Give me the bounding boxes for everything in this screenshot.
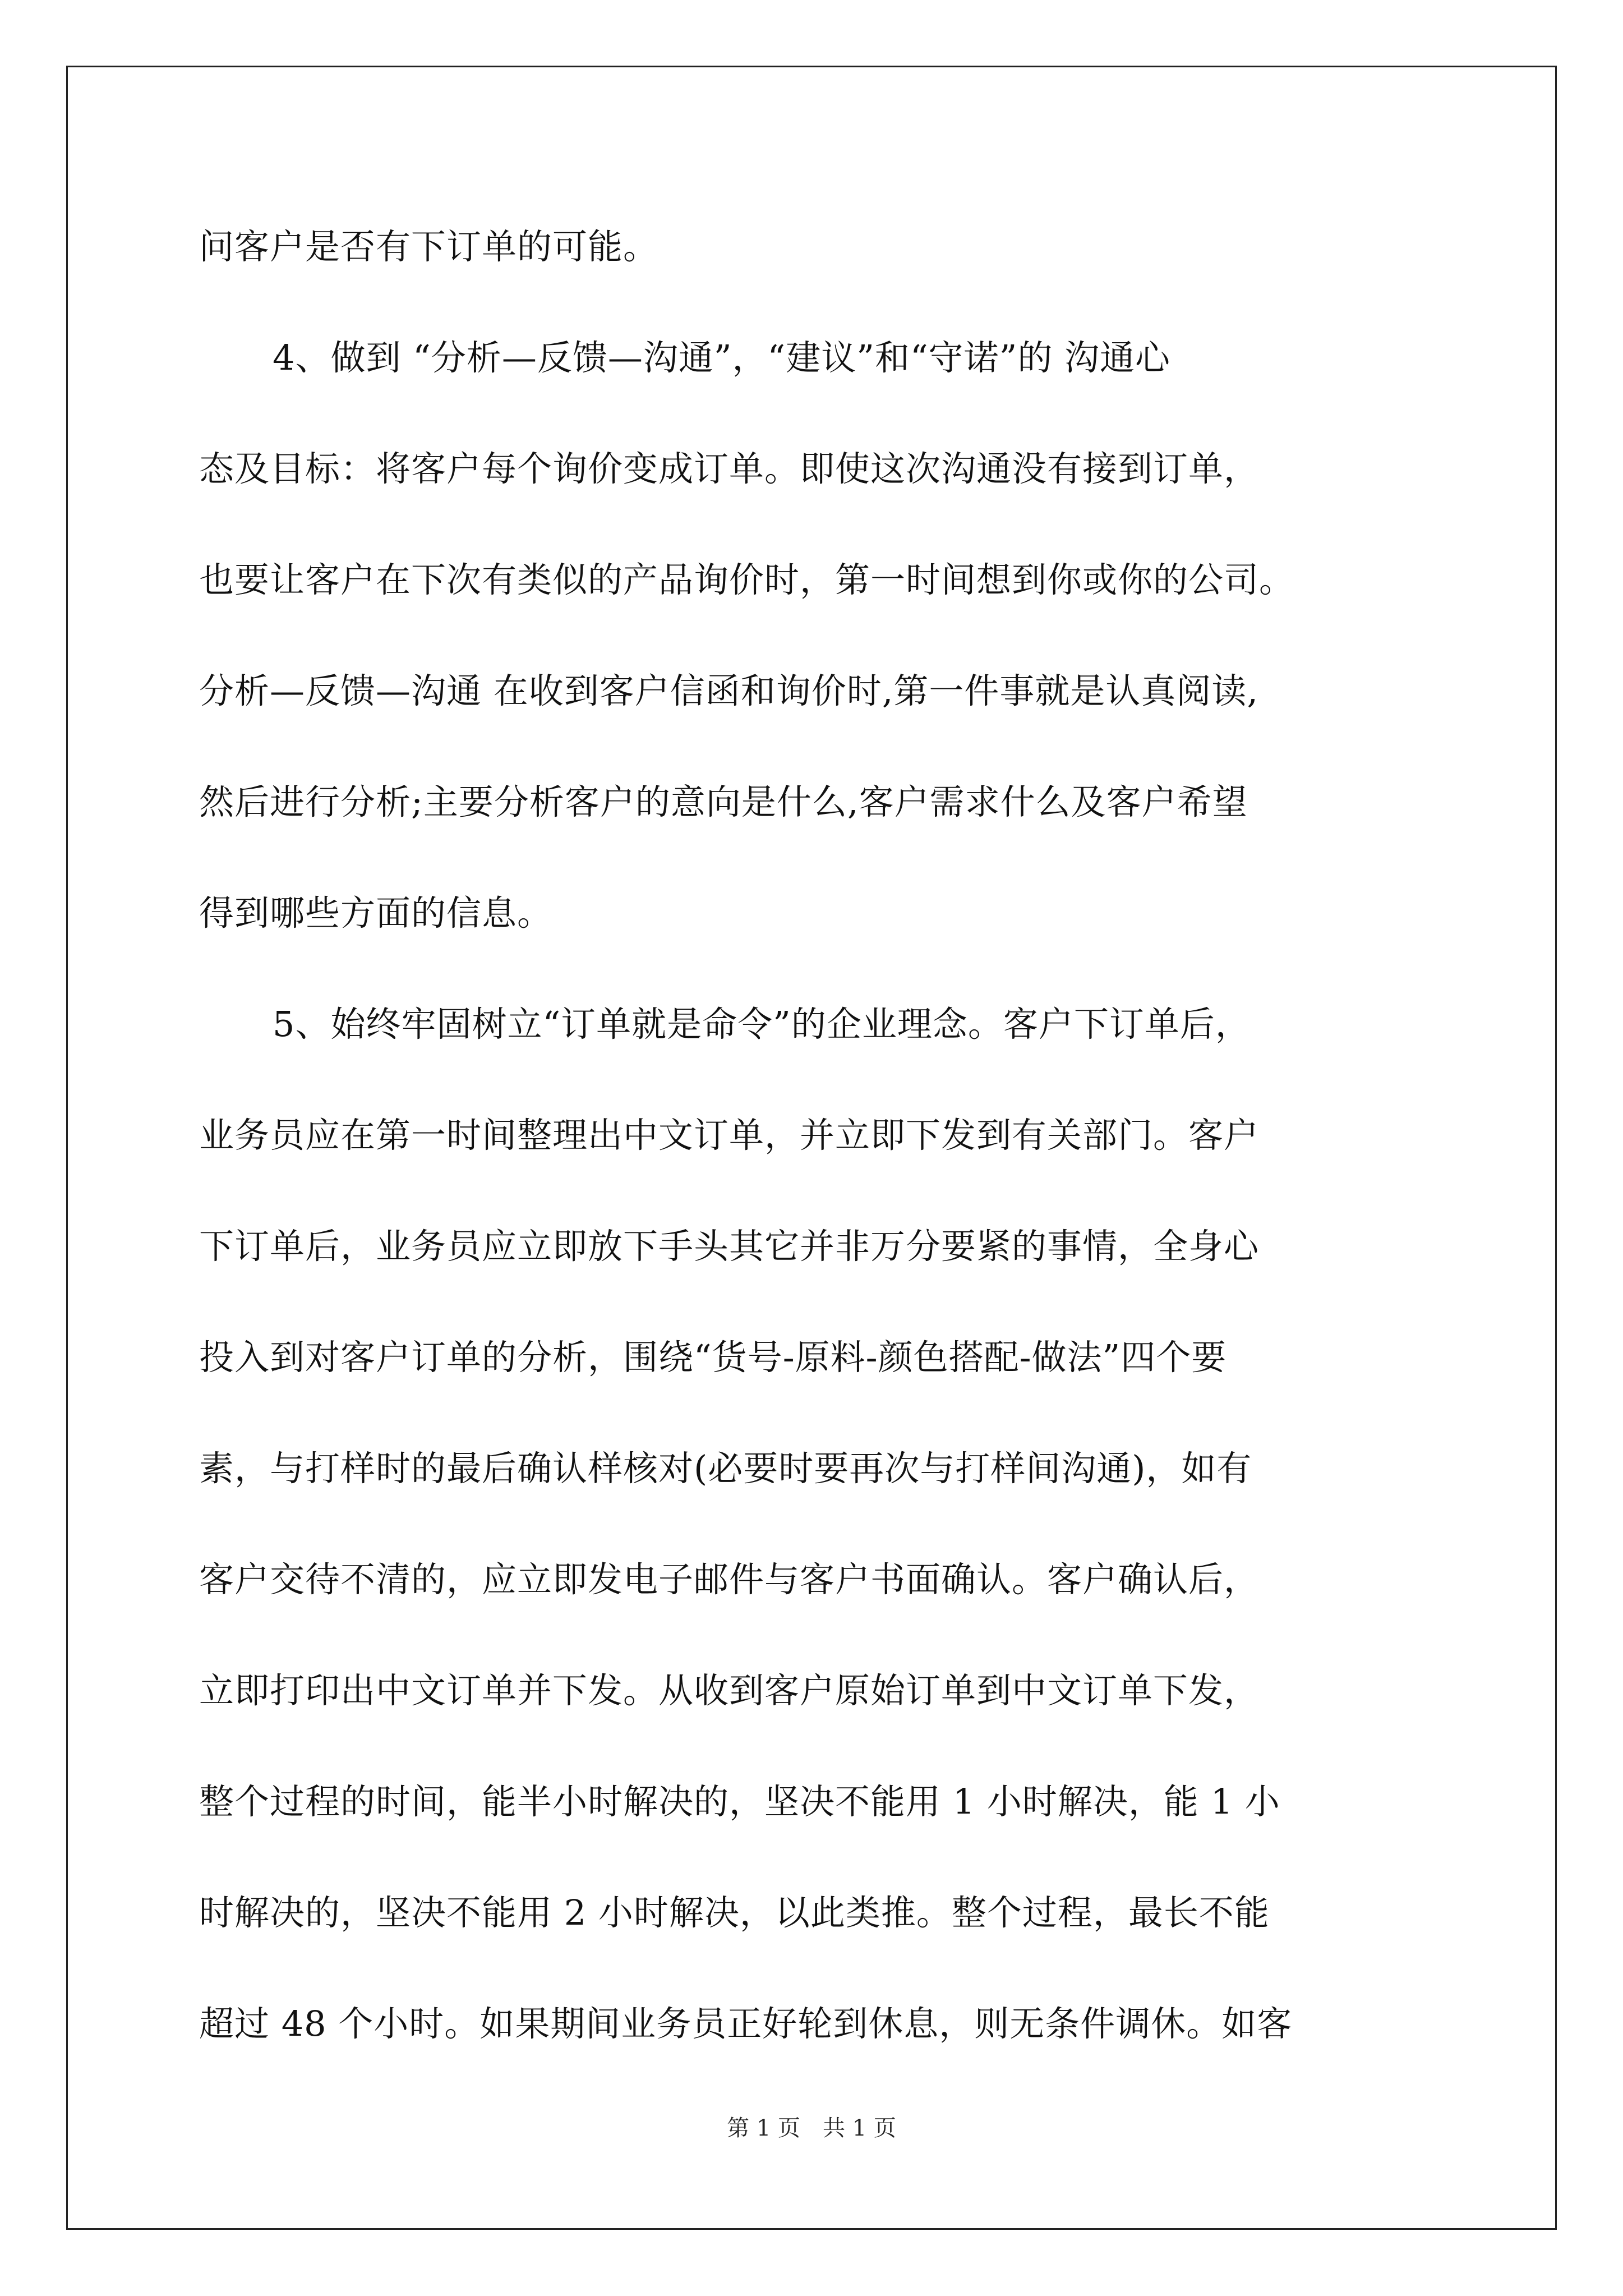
text-line: 整个过程的时间，能半小时解决的，坚决不能用 1 小时解决，能 1 小 — [199, 1781, 1280, 1822]
text-line: 得到哪些方面的信息。 — [199, 892, 553, 933]
text-line: 下订单后，业务员应立即放下手头其它并非万分要紧的事情，全身心 — [199, 1226, 1260, 1267]
text-line: 客户交待不清的，应立即发电子邮件与客户书面确认。客户确认后， — [199, 1559, 1260, 1600]
text-line: 立即打印出中文订单并下发。从收到客户原始订单到中文订单下发， — [199, 1670, 1260, 1711]
text-line: 时解决的，坚决不能用 2 小时解决，以此类推。整个过程，最长不能 — [199, 1892, 1270, 1933]
text-line: 超过 48 个小时。如果期间业务员正好轮到休息，则无条件调休。如客 — [199, 2003, 1293, 2044]
text-line: 态及目标：将客户每个询价变成订单。即使这次沟通没有接到订单， — [199, 448, 1260, 489]
text-line: 投入到对客户订单的分析，围绕“货号-原料-颜色搭配-做法”四个要 — [199, 1337, 1227, 1378]
text-line: 也要让客户在下次有类似的产品询价时，第一时间想到你或你的公司。 — [199, 559, 1295, 600]
text-line: 4、做到 “分析—反馈—沟通”，“建议”和“守诺”的 沟通心 — [273, 337, 1171, 378]
text-line: 然后进行分析;主要分析客户的意向是什么,客户需求什么及客户希望 — [199, 781, 1248, 822]
page-number-footer: 第 1 页 共 1 页 — [727, 2115, 896, 2141]
text-line: 问客户是否有下订单的可能。 — [199, 226, 659, 267]
text-line: 素，与打样时的最后确认样核对(必要时要再次与打样间沟通)，如有 — [199, 1448, 1252, 1489]
text-line: 分析—反馈—沟通 在收到客户信函和询价时,第一件事就是认真阅读, — [199, 670, 1259, 711]
text-line: 5、始终牢固树立“订单就是命令”的企业理念。客户下订单后， — [273, 1004, 1251, 1045]
text-line: 业务员应在第一时间整理出中文订单，并立即下发到有关部门。客户 — [199, 1115, 1260, 1156]
